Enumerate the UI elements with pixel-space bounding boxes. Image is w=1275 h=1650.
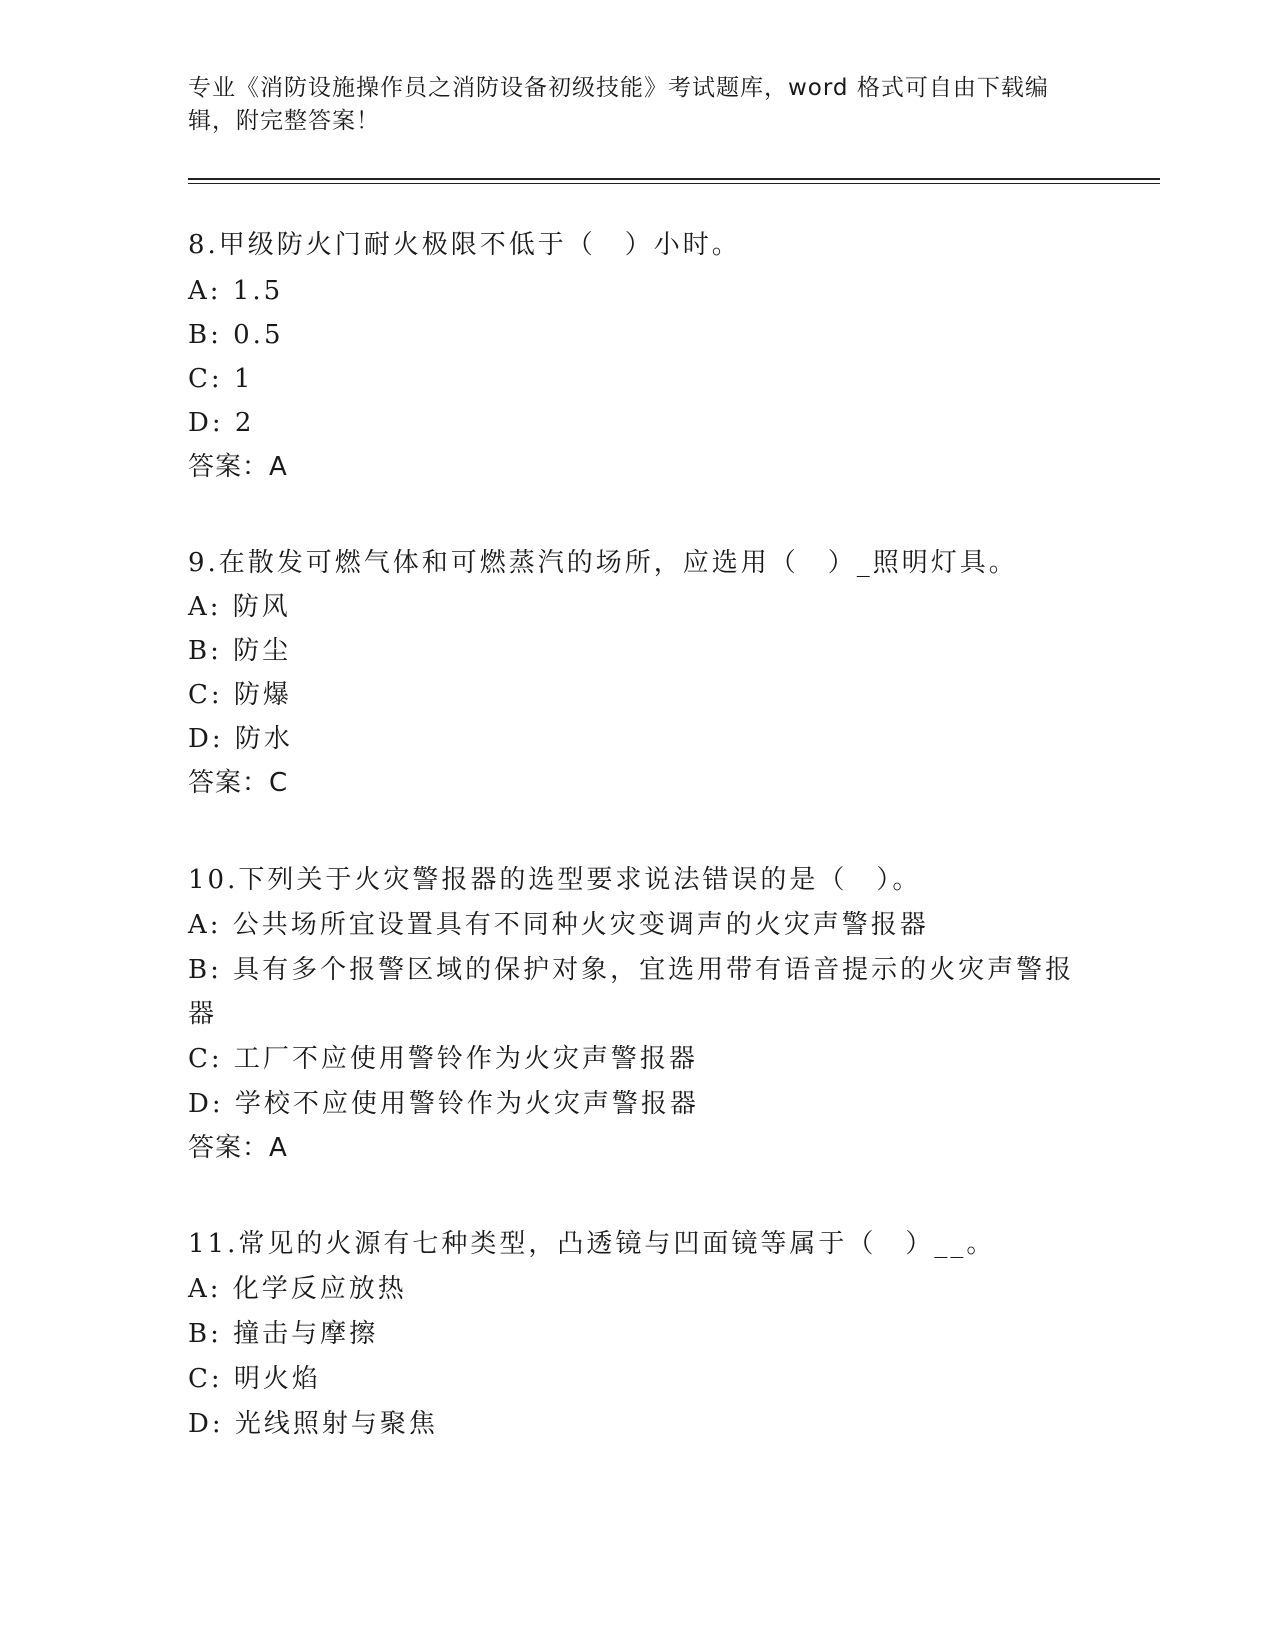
document-header <box>188 72 1088 138</box>
question-8-option-c: C: 1 <box>188 364 254 394</box>
question-9-option-d: D: 防水 <box>188 724 293 754</box>
question-9-option-b: B: 防尘 <box>188 636 292 666</box>
question-8-option-b: B: 0.5 <box>188 320 284 350</box>
question-8-option-d: D: 2 <box>188 408 255 438</box>
header-line-2: 辑，附完整答案！ <box>188 108 380 134</box>
question-11-option-a: A: 化学反应放热 <box>188 1274 407 1304</box>
question-9-option-c: C: 防爆 <box>188 680 292 710</box>
question-9-answer: 答案：C <box>188 768 289 798</box>
question-11-stem: 11.常见的火源有七种类型，凸透镜与凹面镜等属于（ ）__。 <box>188 1229 996 1259</box>
question-8-stem: 8.甲级防火门耐火极限不低于（ ）小时。 <box>188 230 741 260</box>
question-10-option-a: A: 公共场所宜设置具有不同种火灾变调声的火灾声警报器 <box>188 910 929 940</box>
question-10-option-d: D: 学校不应使用警铃作为火灾声警报器 <box>188 1089 699 1119</box>
question-9-stem: 9.在散发可燃气体和可燃蒸汽的场所，应选用（ ）_照明灯具。 <box>188 548 1018 578</box>
question-11-option-d: D: 光线照射与聚焦 <box>188 1409 438 1439</box>
question-9-option-a: A: 防风 <box>188 592 291 622</box>
question-8-option-a: A: 1.5 <box>188 276 284 306</box>
header-divider-thick <box>188 178 1160 180</box>
header-line-1: 专业《消防设施操作员之消防设备初级技能》考试题库，word 格式可自由下载编 <box>188 75 1049 101</box>
question-10-stem: 10.下列关于火灾警报器的选型要求说法错误的是（ ）。 <box>188 865 922 895</box>
question-10-answer: 答案：A <box>188 1133 288 1163</box>
question-8-answer: 答案：A <box>188 452 288 482</box>
question-10-option-c: C: 工厂不应使用警铃作为火灾声警报器 <box>188 1044 698 1074</box>
header-divider-thin <box>188 183 1160 184</box>
question-10-option-b: B: 具有多个报警区域的保护对象，宜选用带有语音提示的火灾声警报器 <box>188 955 1075 1029</box>
question-11-option-b: B: 撞击与摩擦 <box>188 1319 379 1349</box>
question-11-option-c: C: 明火焰 <box>188 1364 321 1394</box>
